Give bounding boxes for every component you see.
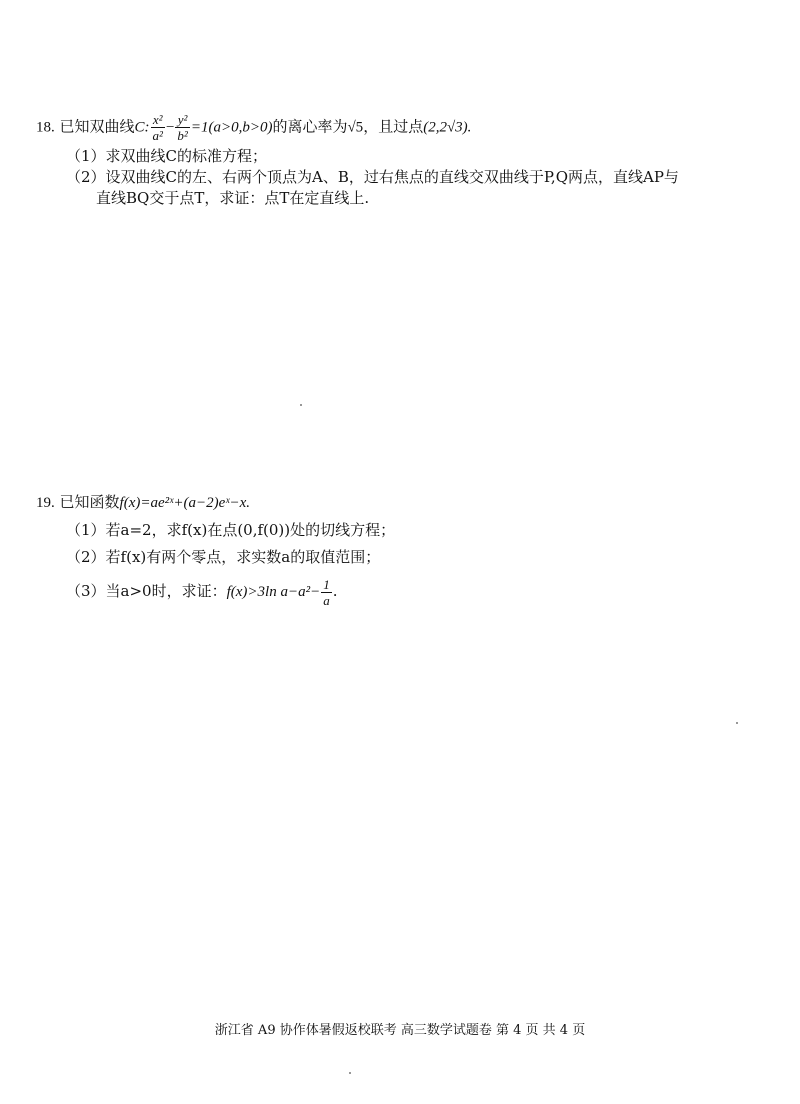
q18-part2-text: 设双曲线C的左、右两个顶点为A、B，过右焦点的直线交双曲线于P,Q两点，直线AP与 (105, 168, 679, 186)
q18-part1 (66, 146, 267, 166)
scan-speck (736, 722, 738, 724)
q19-number: 19. (36, 495, 55, 511)
q19-part1-text: 若a=2，求f(x)在点(0,f(0))处的切线方程； (105, 521, 396, 539)
scan-speck (349, 1072, 351, 1074)
q18-condition: =1(a>0,b>0) (190, 119, 273, 136)
q18-part1-label: （1） (66, 147, 106, 165)
q19-part3-end: . (332, 582, 338, 600)
scan-speck (300, 404, 302, 406)
q18-stem-pre: 已知双曲线 (59, 117, 135, 136)
q18-stem: 18. 已知双曲线C: $\frac{\text{x²}}{\text{a²}}$ − $\frac{\text{y²}}{\text{b²}}$ =1(a>0,b>0)的离心率为√5，且过点(2,2√3). (36, 112, 472, 143)
q18-part2-cont (96, 188, 369, 208)
q18-stem-mid: 的离心率为 (272, 117, 348, 136)
q18-eccentricity: √5 (347, 119, 364, 136)
q19-part2 (66, 547, 380, 567)
q19-part2-text: 若f(x)有两个零点，求实数a的取值范围； (105, 548, 381, 566)
q19-part3 (66, 576, 338, 608)
q18-point: (2,2√3). (423, 119, 472, 136)
q19-stem-pre: 已知函数 (59, 493, 120, 511)
q18-frac-y: $\frac{\text{y²}}{\text{b²}}$ (177, 112, 188, 143)
q18-frac-x: $\frac{\text{x²}}{\text{a²}}$ (152, 112, 163, 143)
q18-part2-cont-text: 直线BQ交于点T，求证：点T在定直线上. (96, 189, 370, 207)
q19-stem (36, 492, 250, 513)
q19-part3-frac: $\frac{1}{a}$ (323, 576, 330, 608)
q19-part3-pre: 当a>0时，求证： (105, 582, 227, 600)
q19-part3-inequality: f(x)>3ln a−a²− (226, 584, 321, 600)
q19-function: f(x)=ae²ˣ+(a−2)eˣ−x. (119, 495, 251, 511)
q19-part1 (66, 520, 395, 540)
q18-number: 18. (36, 119, 55, 136)
q18-part1-text: 求双曲线C的标准方程； (105, 147, 268, 165)
q18-curve-name: C: (134, 119, 150, 136)
q18-part2 (66, 167, 679, 187)
q19-part1-label: （1） (66, 521, 106, 539)
page-footer: 浙江省 A9 协作体暑假返校联考 高三数学试题卷 第 4 页 共 4 页 (214, 1023, 586, 1038)
q18-part2-label: （2） (66, 168, 106, 186)
q19-part2-label: （2） (66, 548, 106, 566)
q18-stem-mid2: ，且过点 (363, 117, 424, 136)
q19-part3-label: （3） (66, 582, 106, 600)
